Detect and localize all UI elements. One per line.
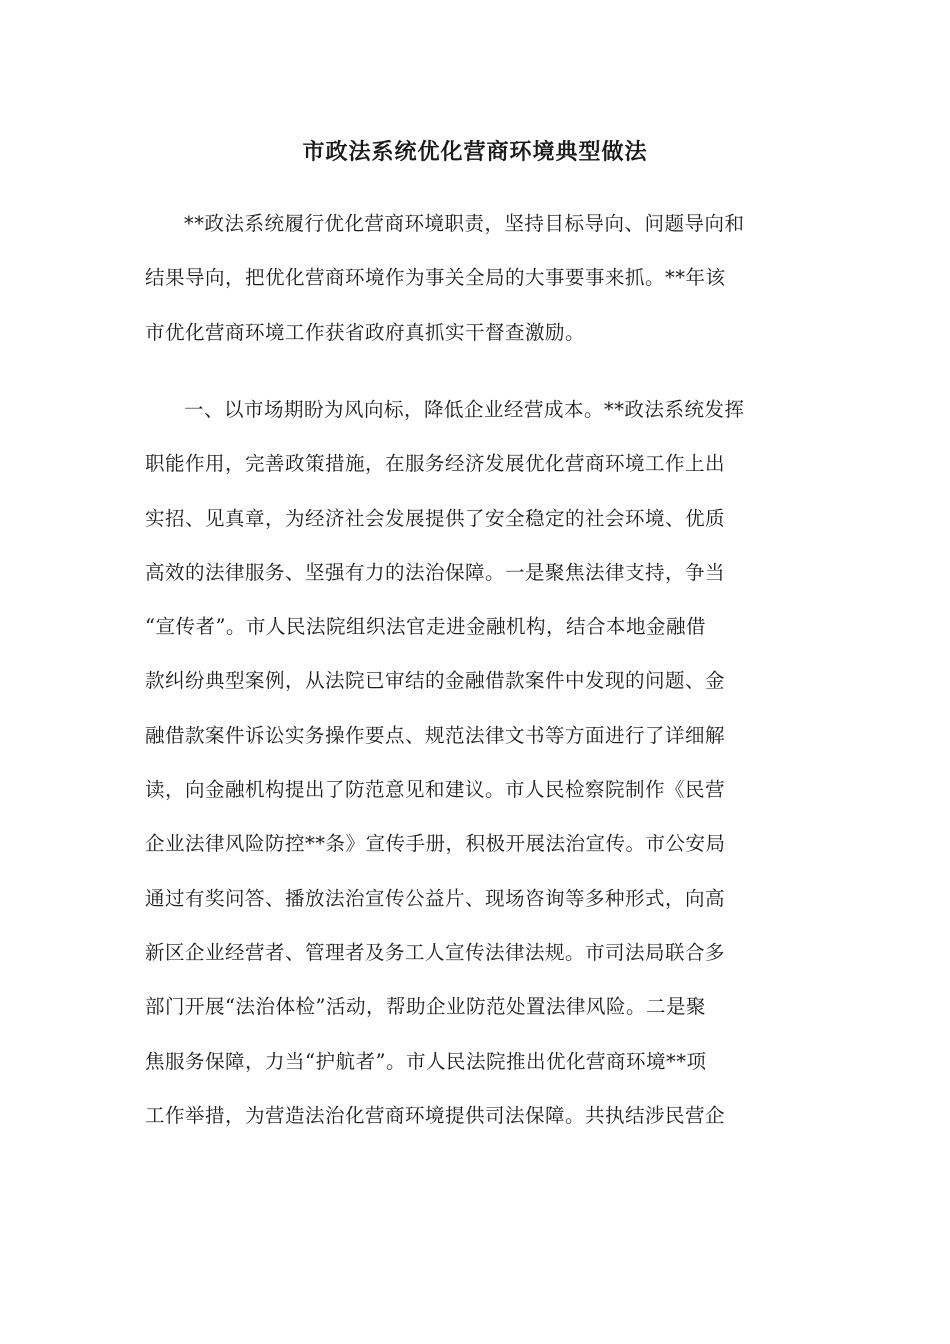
paragraph-line: 市优化营商环境工作获省政府真抓实干督查激励。 [145, 320, 586, 344]
paragraph-line: 实招、见真章，为经济社会发展提供了安全稳定的社会环境、优质 [145, 506, 726, 530]
paragraph-line: “宣传者”。市人民法院组织法官走进金融机构，结合本地金融借 [145, 615, 706, 639]
document-title: 市政法系统优化营商环境典型做法 [302, 139, 648, 165]
paragraph-line: 款纠纷典型案例，从法院已审结的金融借款案件中发现的问题、金 [145, 669, 726, 693]
paragraph-line: 工作举措，为营造法治化营商环境提供司法保障。共执结涉民营企 [145, 1103, 726, 1127]
paragraph-line: 焦服务保障，力当“护航者”。市人民法院推出优化营商环境**项 [145, 1049, 707, 1073]
paragraph-line: 一、以市场期盼为风向标，降低企业经营成本。**政法系统发挥 [184, 398, 745, 421]
paragraph-line: 部门开展“法治体检”活动，帮助企业防范处置法律风险。二是聚 [145, 995, 706, 1019]
paragraph-line: 读，向金融机构提出了防范意见和建议。市人民检察院制作《民营 [145, 778, 726, 802]
paragraph-section-one [145, 383, 810, 1143]
paragraph-line: 职能作用，完善政策措施，在服务经济发展优化营商环境工作上出 [145, 452, 726, 476]
paragraph-line: 高效的法律服务、坚强有力的法治保障。一是聚焦法律支持，争当 [145, 560, 726, 584]
paragraph-line: 通过有奖问答、播放法治宣传公益片、现场咨询等多种形式，向高 [145, 886, 726, 910]
paragraph-line: 企业法律风险防控**条》宣传手册，积极开展法治宣传。市公安局 [145, 832, 726, 856]
paragraph-line: 结果导向，把优化营商环境作为事关全局的大事要事来抓。**年该 [145, 266, 726, 290]
paragraph-intro [145, 197, 810, 360]
paragraph-line: 融借款案件诉讼实务操作要点、规范法律文书等方面进行了详细解 [145, 723, 726, 747]
paragraph-line: 新区企业经营者、管理者及务工人宣传法律法规。市司法局联合多 [145, 940, 726, 964]
paragraph-line: **政法系统履行优化营商环境职责，坚持目标导向、问题导向和 [184, 212, 745, 235]
